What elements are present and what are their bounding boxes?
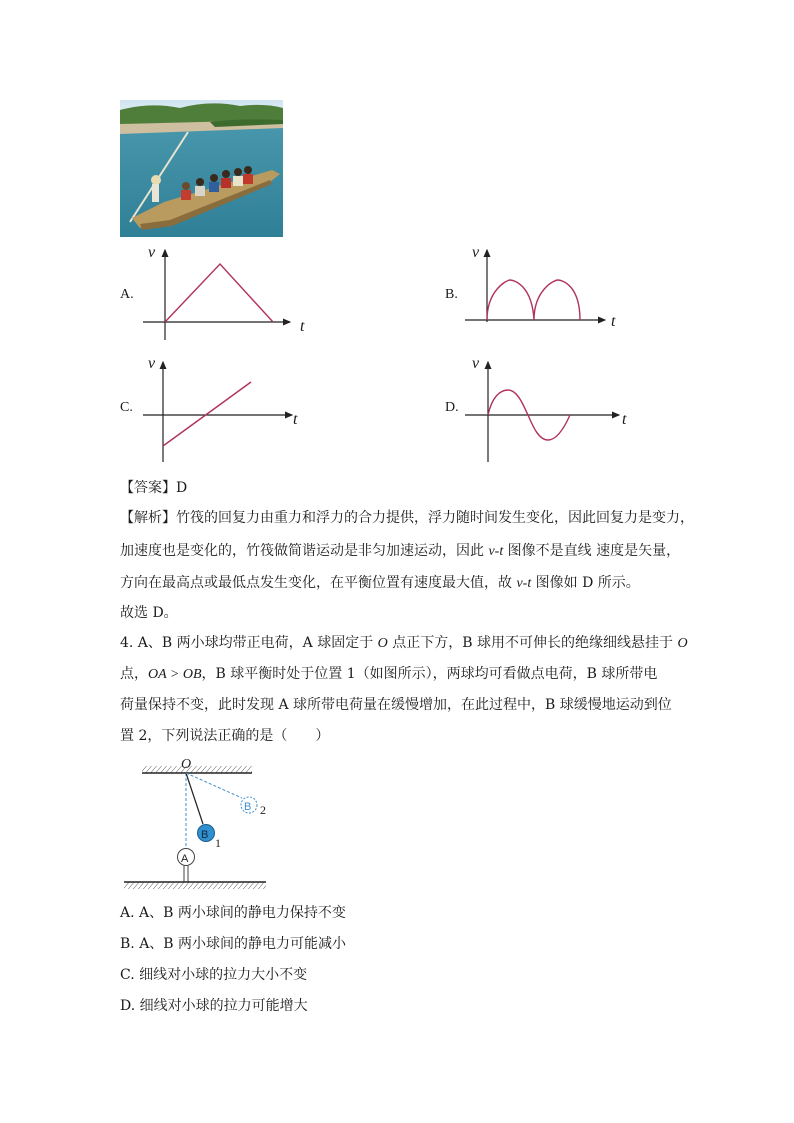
analysis-line-2 (120, 541, 680, 562)
analysis-line-2-b: 图像不是直线 速度是矢量， (503, 543, 681, 559)
q4-point-o-2: O (677, 636, 688, 651)
option-d-t-label: t (622, 411, 627, 428)
q4-line-3: 荷量保持不变，此时发现 A 球所带电荷量在缓慢增加，在此过程中，B 球缓慢地运动到位 (120, 697, 672, 713)
option-a-t-label: t (300, 318, 305, 335)
q4-line-1-a: 4. A、B 两小球均带正电荷，A 球固定于 (120, 635, 378, 651)
option-a-label: A. (120, 287, 134, 302)
option-d-label: D. (445, 400, 459, 415)
analysis-line-1-text: 竹筏的回复力由重力和浮力的合力提供，浮力随时间发生变化，因此回复力是变力， (176, 510, 694, 526)
point-o-label: O (181, 757, 192, 772)
option-d-v-label: v (472, 355, 480, 372)
option-c-label: C. (120, 400, 133, 415)
q4-point-o: O (377, 636, 388, 651)
ball-b1-letter: B (201, 829, 209, 841)
option-c-v-label: v (148, 355, 156, 372)
analysis-line-3-b: 图像如 D 所示。 (531, 575, 640, 591)
choice-b: B. A、B 两小球间的静电力可能减小 (120, 936, 347, 952)
q4-line-1 (120, 633, 688, 654)
position-1-label: 1 (215, 836, 221, 850)
q4-line-2-a: 点， (120, 666, 148, 682)
option-c-graph (140, 352, 298, 464)
option-a-graph (140, 240, 300, 340)
analysis-line-1 (120, 508, 694, 528)
analysis-line-3-a: 方向在最高点或最低点发生变化，在平衡位置有速度最大值，故 (120, 575, 517, 591)
analysis-line-3 (120, 573, 640, 594)
raft-photo-image (120, 100, 283, 237)
option-c-t-label: t (293, 411, 298, 428)
q4-line-2-b: ，B 球平衡时处于位置 1（如图所示），两球均可看做点电荷，B 球所带电 (201, 666, 658, 682)
ceiling-hatch (142, 766, 252, 773)
answer-line: 【答案】D (120, 480, 188, 496)
bamboo-raft-photo (120, 100, 283, 237)
string-to-b1 (186, 773, 203, 824)
option-b-label: B. (445, 287, 458, 302)
analysis-vt-2: v-t (516, 576, 532, 591)
option-c-curve (163, 382, 251, 446)
q4-line-4: 置 2，下列说法正确的是（ ） (120, 728, 330, 744)
position-2-label: 2 (260, 803, 266, 817)
choice-c: C. 细线对小球的拉力大小不变 (120, 967, 308, 983)
q4-inequality: OA > OB (148, 667, 202, 682)
option-b-curve (487, 280, 580, 320)
ball-b2-letter: B (244, 801, 252, 813)
q4-line-1-b: 点正下方，B 球用不可伸长的绝缘细线悬挂于 (387, 635, 678, 651)
pendulum-diagram (118, 752, 278, 897)
option-a-curve (165, 264, 273, 322)
option-b-graph (462, 240, 612, 340)
option-d-graph (462, 352, 622, 464)
analysis-head: 【解析】 (120, 510, 176, 526)
floor-hatch (124, 882, 266, 889)
option-a-v-label: v (148, 244, 156, 261)
choice-a: A. A、B 两小球间的静电力保持不变 (120, 905, 346, 921)
option-b-t-label: t (611, 313, 616, 330)
ball-a-letter: A (181, 853, 189, 865)
analysis-line-2-a: 加速度也是变化的，竹筏做简谐运动是非匀加速运动，因此 (120, 543, 489, 559)
q4-line-2 (120, 664, 657, 685)
choice-d: D. 细线对小球的拉力可能增大 (120, 998, 308, 1014)
analysis-line-4: 故选 D。 (120, 605, 178, 621)
option-b-v-label: v (472, 244, 480, 261)
dashed-to-b2 (186, 773, 242, 798)
analysis-vt-1: v-t (488, 544, 504, 559)
